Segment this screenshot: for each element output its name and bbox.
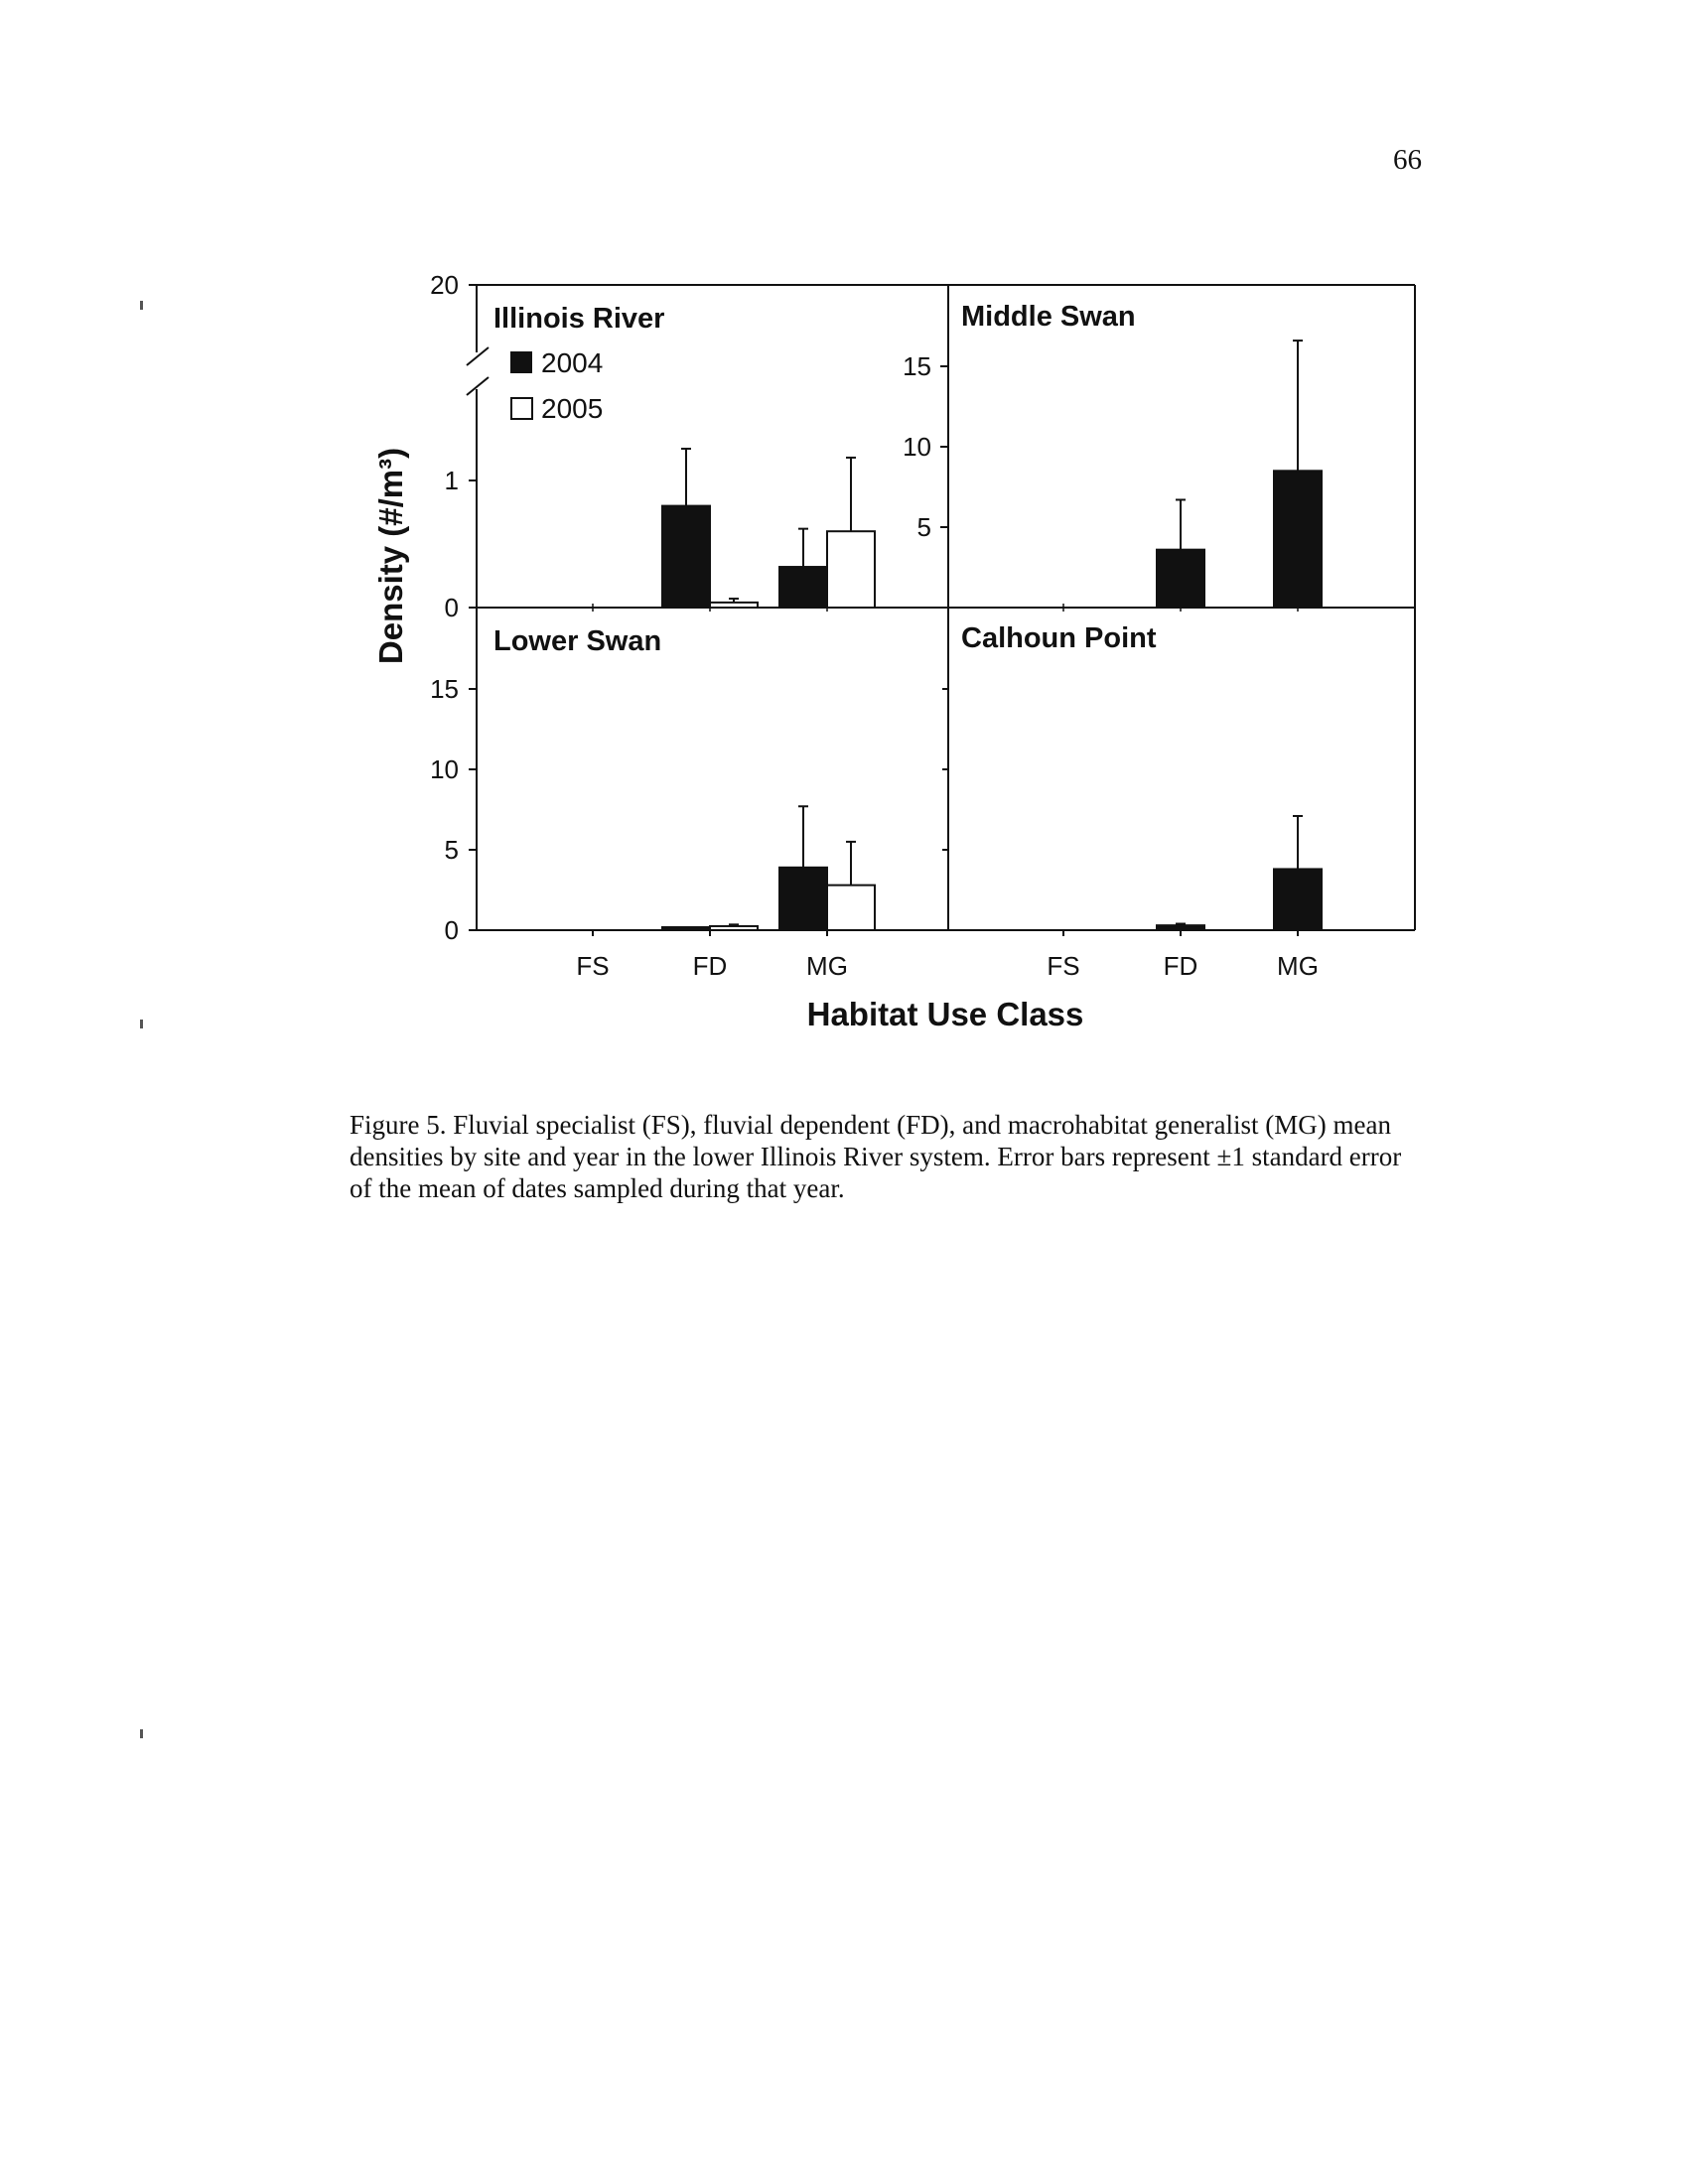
bar <box>827 531 875 608</box>
y-tick-label: 10 <box>430 754 459 784</box>
x-tick-label: FD <box>1163 951 1198 981</box>
scan-mark <box>140 1020 143 1028</box>
x-tick-label: FS <box>576 951 610 981</box>
bar <box>779 868 827 930</box>
page-number: 66 <box>1393 144 1422 176</box>
legend-swatch-2005 <box>511 398 532 419</box>
legend-label: 2005 <box>541 393 604 424</box>
bar <box>1157 550 1204 608</box>
x-tick-label: MG <box>806 951 848 981</box>
y-tick-label: 20 <box>430 270 459 300</box>
y-tick-label: 15 <box>903 351 931 381</box>
legend-swatch-2004 <box>510 351 532 373</box>
y-tick-label: 0 <box>444 593 459 622</box>
y-tick-label: 5 <box>444 835 459 865</box>
panel-title: Calhoun Point <box>961 622 1157 654</box>
figure-caption: Figure 5. Fluvial specialist (FS), fluvial dependent (FD), and macrohabitat generalist (MG) mean densities by site and year in the lower Illinois River system. Error bars represent ±1 standard error of the mean of dates sampled during that year. <box>350 1110 1402 1203</box>
y-axis-title: Density (#/m³) <box>372 447 409 665</box>
bar <box>1274 869 1322 930</box>
bar <box>1274 471 1322 608</box>
bar <box>827 886 875 930</box>
bar <box>662 506 710 608</box>
legend-label: 2004 <box>541 347 604 378</box>
bar <box>710 603 758 608</box>
panel-title: Middle Swan <box>961 301 1136 333</box>
y-tick-label: 0 <box>444 915 459 945</box>
x-tick-label: MG <box>1277 951 1319 981</box>
bar <box>1157 925 1204 930</box>
scan-mark <box>140 1729 143 1738</box>
panel-title: Illinois River <box>493 303 665 335</box>
y-tick-label: 10 <box>903 432 931 462</box>
bar <box>662 927 710 930</box>
y-tick-label: 5 <box>916 512 931 542</box>
bar <box>710 926 758 930</box>
bar <box>779 567 827 608</box>
scan-mark <box>140 301 143 310</box>
x-axis-title: Habitat Use Class <box>806 996 1084 1032</box>
panel-title: Lower Swan <box>493 625 662 657</box>
y-tick-label: 1 <box>444 466 459 495</box>
y-tick-label: 15 <box>430 674 459 704</box>
x-tick-label: FD <box>692 951 728 981</box>
x-tick-label: FS <box>1047 951 1080 981</box>
